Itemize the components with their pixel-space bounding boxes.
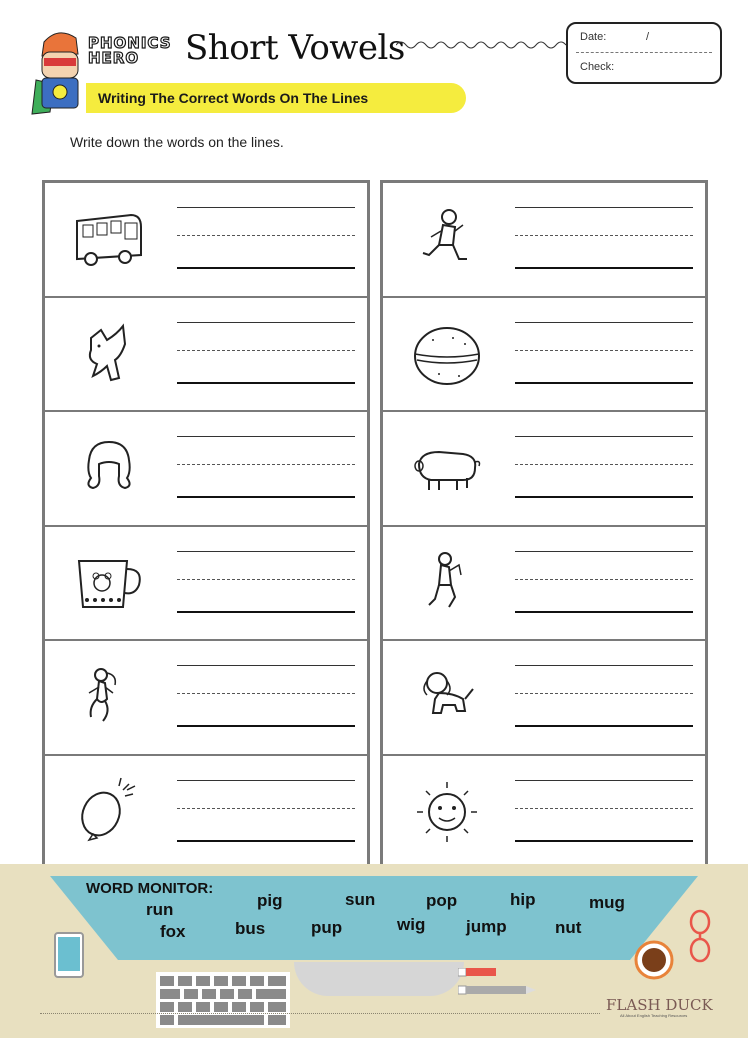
word-pig: pig <box>257 891 283 910</box>
answer-row <box>45 527 367 642</box>
footer-dotted-line <box>40 1013 600 1014</box>
glasses-icon <box>688 908 712 964</box>
phonics-hero-logo <box>88 36 172 66</box>
solid-line <box>515 436 693 437</box>
answer-row <box>45 298 367 413</box>
word-pup: pup <box>311 918 343 937</box>
answer-row <box>383 412 705 527</box>
dashed-line <box>177 350 355 351</box>
word-wig: wig <box>397 915 426 934</box>
solid-line <box>177 551 355 552</box>
answer-row <box>383 756 705 871</box>
right-answer-column <box>380 180 708 868</box>
base-line[interactable] <box>177 267 355 269</box>
wig-icon <box>71 430 147 506</box>
answer-row <box>383 183 705 298</box>
base-line[interactable] <box>515 496 693 498</box>
dashed-line <box>515 693 693 694</box>
jump-icon <box>409 545 485 621</box>
date-separator <box>576 52 712 53</box>
bus-icon <box>71 201 147 277</box>
pig-icon <box>409 430 485 506</box>
dashed-line <box>515 235 693 236</box>
phonics-hero-mascot-icon <box>30 28 90 118</box>
date-slash: / <box>646 31 650 43</box>
answer-row <box>45 641 367 756</box>
date-label: Date: <box>580 31 607 43</box>
solid-line <box>177 207 355 208</box>
flashduck-tagline: All About English Teaching Resources <box>620 1013 688 1018</box>
word-monitor-label: WORD MONITOR: <box>86 880 214 897</box>
subtitle: Writing The Correct Words On The Lines <box>98 90 369 106</box>
solid-line <box>515 322 693 323</box>
solid-line <box>177 665 355 666</box>
sun-icon <box>409 774 485 850</box>
word-run: run <box>146 900 174 919</box>
base-line[interactable] <box>177 496 355 498</box>
base-line[interactable] <box>177 611 355 613</box>
word-hip: hip <box>510 890 536 909</box>
word-mug: mug <box>589 893 625 912</box>
answer-row <box>383 298 705 413</box>
pup-icon <box>409 659 485 735</box>
check-label: Check: <box>580 61 615 73</box>
pop-icon <box>71 774 147 850</box>
base-line[interactable] <box>515 382 693 384</box>
dashed-line <box>177 693 355 694</box>
tablet-screen <box>58 937 80 971</box>
solid-line <box>177 780 355 781</box>
hip-icon <box>71 659 147 735</box>
base-line[interactable] <box>515 725 693 727</box>
answer-row <box>45 756 367 871</box>
word-pop: pop <box>426 891 458 910</box>
answer-row <box>45 183 367 298</box>
coffee-mug-icon <box>634 940 674 980</box>
base-line[interactable] <box>177 840 355 842</box>
dashed-line <box>515 579 693 580</box>
page-title: Short Vowels <box>185 28 405 68</box>
word-sun: sun <box>345 890 376 909</box>
word-fox: fox <box>160 922 186 941</box>
base-line[interactable] <box>177 725 355 727</box>
word-jump: jump <box>466 917 507 936</box>
flashduck-logo: FLASH DUCK <box>606 996 713 1014</box>
brand-line1: PHONICS <box>88 34 172 52</box>
keyboard-icon <box>156 972 290 1028</box>
pens-icon <box>458 968 538 1002</box>
dashed-line <box>515 464 693 465</box>
dashed-line <box>515 808 693 809</box>
solid-line <box>177 436 355 437</box>
dashed-line <box>177 579 355 580</box>
brand-line2: HERO <box>88 49 140 67</box>
solid-line <box>515 551 693 552</box>
solid-line <box>515 207 693 208</box>
left-answer-column <box>42 180 370 868</box>
base-line[interactable] <box>515 267 693 269</box>
answer-row <box>383 641 705 756</box>
dashed-line <box>177 235 355 236</box>
monitor-stand <box>294 962 464 996</box>
solid-line <box>515 665 693 666</box>
base-line[interactable] <box>515 611 693 613</box>
word-bus: bus <box>235 919 266 938</box>
base-line[interactable] <box>515 840 693 842</box>
instruction-text: Write down the words on the lines. <box>70 134 284 150</box>
date-check-box <box>566 22 722 84</box>
dashed-line <box>515 350 693 351</box>
word-nut: nut <box>555 918 582 937</box>
nut-icon <box>409 316 485 392</box>
solid-line <box>515 780 693 781</box>
wave-divider <box>396 38 566 52</box>
fox-icon <box>71 316 147 392</box>
dashed-line <box>177 464 355 465</box>
base-line[interactable] <box>177 382 355 384</box>
answer-row <box>45 412 367 527</box>
answer-row <box>383 527 705 642</box>
mug-icon <box>71 545 147 621</box>
run-icon <box>409 201 485 277</box>
solid-line <box>177 322 355 323</box>
dashed-line <box>177 808 355 809</box>
